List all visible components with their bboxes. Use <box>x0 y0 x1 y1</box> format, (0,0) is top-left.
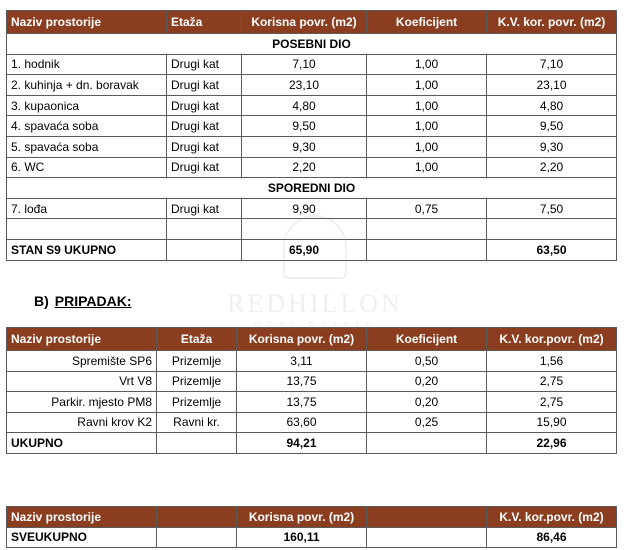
table-row <box>7 95 617 116</box>
grand-total-weighted-area: 86,46 <box>487 527 617 548</box>
table-row <box>7 116 617 137</box>
total-floor <box>167 239 242 260</box>
cell-room-name: 1. hodnik <box>7 54 167 75</box>
appurtenance-area-table <box>6 327 617 454</box>
cell-weighted-area: 15,90 <box>487 412 617 433</box>
header-usable-area: Korisna povr. (m2) <box>237 328 367 351</box>
total-coefficient <box>367 433 487 454</box>
total-label: STAN S9 UKUPNO <box>7 239 167 260</box>
cell-weighted-area: 23,10 <box>487 75 617 96</box>
cell-room-name: Parkir. mjesto PM8 <box>7 392 157 413</box>
header-weighted-area: K.V. kor. povr. (m2) <box>487 11 617 34</box>
cell-room-name: 7. lođa <box>7 198 167 219</box>
cell-room-name: 6. WC <box>7 157 167 178</box>
grand-total-floor <box>157 527 237 548</box>
cell-coefficient: 1,00 <box>367 157 487 178</box>
header-floor: Etaža <box>157 328 237 351</box>
total-weighted-area: 63,50 <box>487 239 617 260</box>
total-floor <box>157 433 237 454</box>
grand-total-table <box>6 506 617 548</box>
grand-total-usable-area: 160,11 <box>237 527 367 548</box>
cell-floor: Drugi kat <box>167 198 242 219</box>
header-room-name: Naziv prostorije <box>7 507 157 528</box>
cell-floor: Prizemlje <box>157 351 237 372</box>
cell-coefficient: 1,00 <box>367 75 487 96</box>
table-row <box>7 157 617 178</box>
header-usable-area: Korisna povr. (m2) <box>242 11 367 34</box>
cell-weighted-area: 2,75 <box>487 392 617 413</box>
header-room-name: Naziv prostorije <box>7 328 157 351</box>
section-label: POSEBNI DIO <box>7 34 617 55</box>
table-header-row <box>7 507 617 528</box>
total-coefficient <box>367 239 487 260</box>
table-empty-row <box>7 219 617 240</box>
table-header-row <box>7 328 617 351</box>
cell-room-name: 4. spavaća soba <box>7 116 167 137</box>
cell-room-name: 3. kupaonica <box>7 95 167 116</box>
watermark-brand: REDHILLON <box>227 289 403 318</box>
cell-usable-area: 63,60 <box>237 412 367 433</box>
header-usable-area: Korisna povr. (m2) <box>237 507 367 528</box>
cell-usable-area: 9,90 <box>242 198 367 219</box>
cell-coefficient: 0,50 <box>367 351 487 372</box>
total-weighted-area: 22,96 <box>487 433 617 454</box>
cell-floor: Drugi kat <box>167 54 242 75</box>
table-row <box>7 371 617 392</box>
heading-title: PRIPADAK: <box>54 293 132 309</box>
cell-coefficient: 0,75 <box>367 198 487 219</box>
header-blank <box>157 507 237 528</box>
cell-room-name: 5. spavaća soba <box>7 136 167 157</box>
cell-weighted-area: 9,30 <box>487 136 617 157</box>
total-usable-area: 65,90 <box>242 239 367 260</box>
cell-weighted-area: 7,50 <box>487 198 617 219</box>
header-weighted-area: K.V. kor.povr. (m2) <box>487 328 617 351</box>
cell-usable-area: 13,75 <box>237 392 367 413</box>
section-row-posebni <box>7 34 617 55</box>
cell-floor: Drugi kat <box>167 157 242 178</box>
section-label: SPOREDNI DIO <box>7 178 617 199</box>
table-total-row <box>7 527 617 548</box>
table-row <box>7 412 617 433</box>
cell-coefficient: 0,20 <box>367 392 487 413</box>
cell-room-name: Ravni krov K2 <box>7 412 157 433</box>
header-room-name: Naziv prostorije <box>7 11 167 34</box>
header-floor: Etaža <box>167 11 242 34</box>
cell-weighted-area: 7,10 <box>487 54 617 75</box>
table-row <box>7 54 617 75</box>
cell-floor: Ravni kr. <box>157 412 237 433</box>
cell-room-name: Spremište SP6 <box>7 351 157 372</box>
section-heading <box>34 293 132 309</box>
header-blank <box>367 507 487 528</box>
apartment-area-table <box>6 10 617 261</box>
cell-floor: Drugi kat <box>167 95 242 116</box>
header-weighted-area: K.V. kor.povr. (m2) <box>487 507 617 528</box>
cell-floor: Drugi kat <box>167 75 242 96</box>
cell-usable-area: 9,30 <box>242 136 367 157</box>
cell-room-name: Vrt V8 <box>7 371 157 392</box>
cell-floor: Drugi kat <box>167 116 242 137</box>
total-label: UKUPNO <box>7 433 157 454</box>
cell-coefficient: 1,00 <box>367 136 487 157</box>
table-row <box>7 351 617 372</box>
cell-usable-area: 7,10 <box>242 54 367 75</box>
table-row <box>7 136 617 157</box>
cell-room-name: 2. kuhinja + dn. boravak <box>7 75 167 96</box>
cell-coefficient: 1,00 <box>367 95 487 116</box>
grand-total-coefficient <box>367 527 487 548</box>
header-coefficient: Koeficijent <box>367 328 487 351</box>
cell-coefficient: 1,00 <box>367 54 487 75</box>
cell-usable-area: 13,75 <box>237 371 367 392</box>
cell-weighted-area: 1,56 <box>487 351 617 372</box>
table-row <box>7 75 617 96</box>
cell-weighted-area: 2,75 <box>487 371 617 392</box>
cell-usable-area: 3,11 <box>237 351 367 372</box>
table-total-row <box>7 239 617 260</box>
table-row <box>7 392 617 413</box>
grand-total-label: SVEUKUPNO <box>7 527 157 548</box>
cell-coefficient: 0,20 <box>367 371 487 392</box>
table-header-row <box>7 11 617 34</box>
heading-prefix: B) <box>34 293 49 309</box>
header-coefficient: Koeficijent <box>367 11 487 34</box>
cell-weighted-area: 4,80 <box>487 95 617 116</box>
cell-weighted-area: 2,20 <box>487 157 617 178</box>
cell-usable-area: 2,20 <box>242 157 367 178</box>
section-row-sporedni <box>7 178 617 199</box>
table-row <box>7 198 617 219</box>
cell-usable-area: 4,80 <box>242 95 367 116</box>
cell-usable-area: 9,50 <box>242 116 367 137</box>
table-total-row <box>7 433 617 454</box>
cell-floor: Drugi kat <box>167 136 242 157</box>
total-usable-area: 94,21 <box>237 433 367 454</box>
watermark-tagline: REAL ESTATE <box>253 319 377 333</box>
cell-coefficient: 1,00 <box>367 116 487 137</box>
cell-floor: Prizemlje <box>157 371 237 392</box>
cell-usable-area: 23,10 <box>242 75 367 96</box>
cell-weighted-area: 9,50 <box>487 116 617 137</box>
cell-floor: Prizemlje <box>157 392 237 413</box>
cell-coefficient: 0,25 <box>367 412 487 433</box>
